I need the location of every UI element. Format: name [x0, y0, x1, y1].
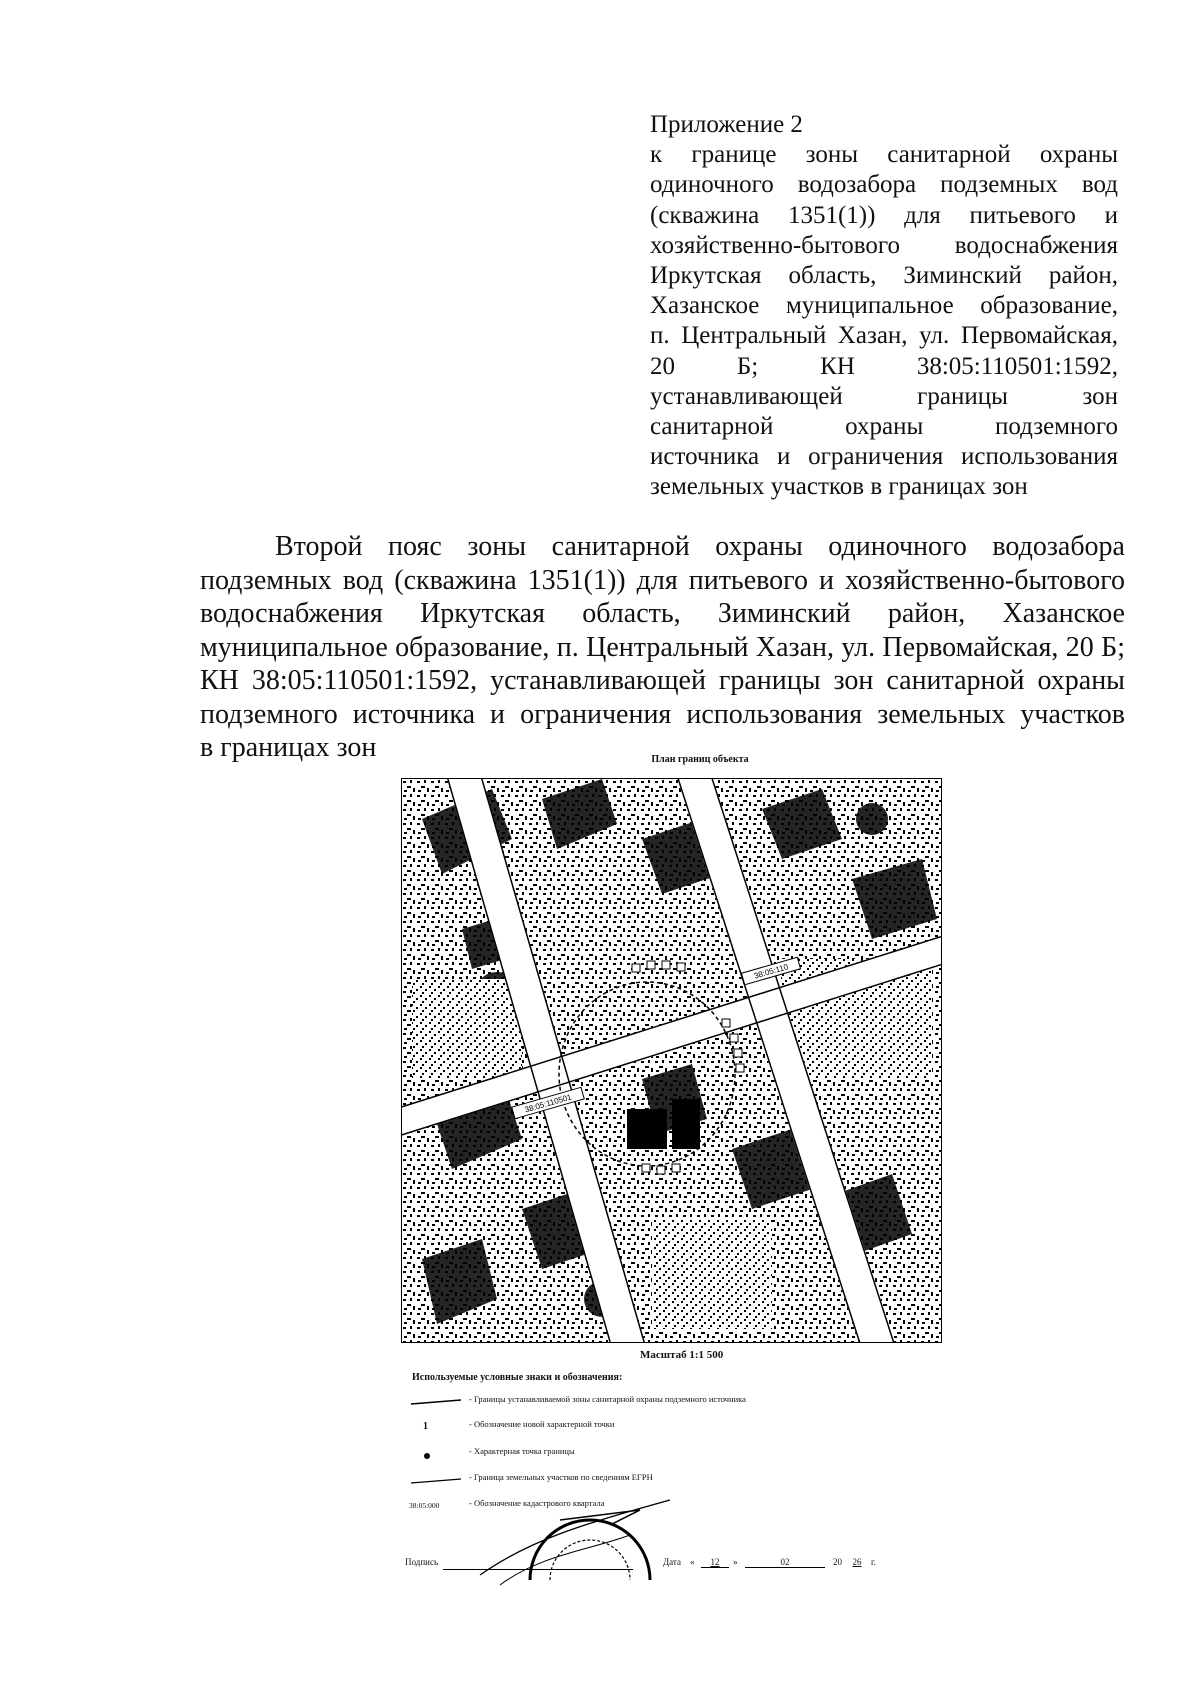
quarter-code-symbol: 38:05:000	[409, 1501, 440, 1510]
body-line: подземных вод (скважина 1351(1)) для питьевого и хозяйственно-бытового	[200, 564, 1125, 596]
map-scale: Масштаб 1:1 500	[640, 1349, 724, 1361]
signature-label: Подпись	[405, 1557, 439, 1567]
dashed-line-icon	[405, 1390, 465, 1412]
date-month: 02	[745, 1557, 825, 1568]
signature-line	[443, 1569, 633, 1570]
appendix-line: п. Центральный Хазан, ул. Первомайская,	[650, 322, 1118, 350]
legend-text: - Границы устанавливаемой зоны санитарной охраны подземного источника	[469, 1394, 746, 1404]
aerial-map-image	[402, 779, 942, 1343]
legend-text: - Граница земельных участков по сведениям ЕГРН	[469, 1472, 653, 1482]
date-quote-open: «	[690, 1557, 695, 1567]
date-year-suffix: 26	[852, 1557, 862, 1567]
appendix-line: 20 Б; КН 38:05:110501:1592,	[650, 352, 1118, 380]
cadastral-label-right-text: 38:05:110	[753, 962, 790, 981]
legend-text: - Характерная точка границы	[469, 1446, 575, 1456]
body-line: КН 38:05:110501:1592, устанавливающей границы зон санитарной охраны	[200, 665, 1125, 696]
legend-item-boundary-point	[405, 1442, 865, 1464]
legend-text: - Обозначение кадастрового квартала	[469, 1498, 605, 1508]
body-line: муниципальное образование, п. Центральный Хазан, ул. Первомайская, 20 Б;	[200, 631, 1125, 663]
date-quote-close: »	[733, 1557, 738, 1567]
body-line: Второй пояс зоны санитарной охраны одиночного водозабора	[275, 531, 1125, 562]
plan-title: План границ объекта	[651, 754, 749, 765]
date-year-prefix: 20	[833, 1557, 842, 1567]
appendix-line: источника и ограничения использования	[650, 443, 1118, 471]
appendix-line: Хазанское муниципальное образование,	[650, 292, 1118, 320]
date-label: Дата	[663, 1557, 681, 1567]
legend-item-zone-boundary	[405, 1390, 865, 1412]
dot-icon	[405, 1442, 465, 1464]
legend-title: Используемые условные знаки и обозначения:	[412, 1372, 623, 1383]
legend-item-new-point	[405, 1415, 865, 1437]
legend-text: - Обозначение новой характерной точки	[469, 1419, 615, 1429]
aerial-map	[401, 778, 942, 1343]
appendix-line: к границе зоны санитарной охраны	[650, 141, 1118, 169]
signature-row	[405, 1553, 925, 1577]
appendix-line: хозяйственно-бытового водоснабжения	[650, 231, 1118, 259]
appendix-title: Приложение 2	[650, 111, 803, 138]
solid-line-icon	[405, 1468, 465, 1490]
appendix-line: Иркутская область, Зиминский район,	[650, 262, 1118, 290]
appendix-line: санитарной охраны подземного	[650, 413, 1118, 441]
appendix-line: устанавливающей границы зон	[650, 382, 1118, 410]
body-line: в границах зон	[200, 732, 377, 763]
appendix-line: земельных участков в границах зон	[650, 473, 1028, 501]
date-day: 12	[701, 1557, 729, 1568]
appendix-line: (скважина 1351(1)) для питьевого и	[650, 201, 1118, 229]
body-line: водоснабжения Иркутская область, Зиминский район, Хазанское	[200, 598, 1125, 629]
date-year-end: г.	[871, 1557, 876, 1567]
appendix-header	[650, 110, 1118, 503]
cadastral-label-left-text: 38:05:110501	[523, 1092, 573, 1115]
point-number-symbol: 1	[423, 1421, 428, 1432]
appendix-line: одиночного водозабора подземных вод	[650, 171, 1118, 199]
body-line: подземного источника и ограничения использования земельных участков	[200, 698, 1125, 730]
body-paragraph	[200, 530, 1125, 765]
